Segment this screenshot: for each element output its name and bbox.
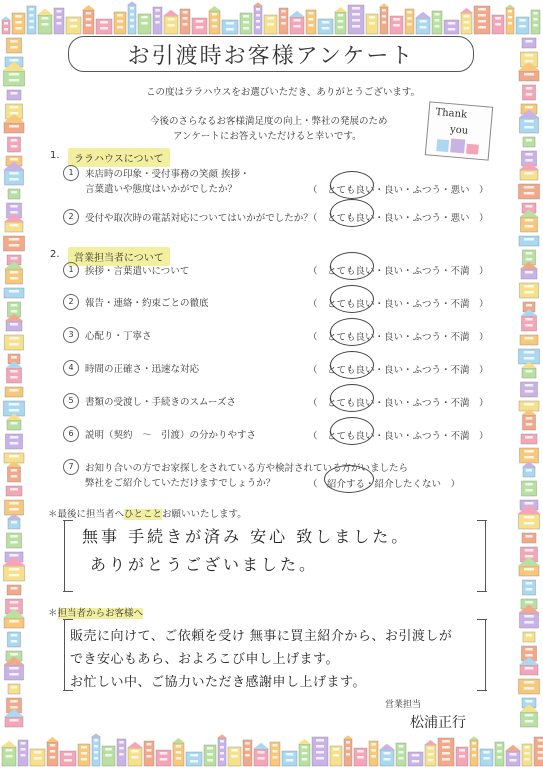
building-icon	[306, 10, 316, 34]
building-border-top	[0, 0, 543, 36]
question-number: 1	[63, 165, 79, 181]
s1-q2-options: （ とても良い・良い・ふつう・悪い ）	[308, 213, 489, 224]
building-icon	[7, 585, 21, 595]
you-text: you	[449, 124, 469, 137]
building-icon	[495, 742, 504, 766]
section-1-label: ララハウスについて	[68, 148, 170, 167]
building-icon	[390, 16, 403, 34]
question-text: 報告・連絡・約束ごとの徹底	[85, 298, 209, 309]
building-icon	[7, 90, 21, 100]
building-icon	[521, 309, 538, 331]
building-icon	[366, 14, 378, 34]
building-icon	[253, 743, 269, 766]
building-icon	[7, 533, 22, 548]
building-icon	[369, 741, 378, 766]
selected-answer-circle	[330, 318, 374, 346]
building-icon	[521, 434, 537, 444]
building-icon	[522, 462, 536, 477]
building-icon	[180, 9, 190, 34]
question-number: 7	[63, 459, 79, 475]
building-icon	[519, 236, 539, 246]
building-icon	[18, 740, 28, 766]
building-icon	[253, 2, 263, 34]
thank-you-card	[425, 101, 493, 160]
question-text: 時間の正確さ・迅速な対応	[85, 364, 200, 375]
building-icon	[531, 10, 540, 34]
question-text: 心配り・丁寧さ	[85, 331, 152, 342]
building-icon	[298, 739, 311, 766]
title-banner	[68, 36, 474, 72]
building-icon	[37, 9, 53, 34]
building-icon	[240, 13, 252, 34]
building-icon	[172, 738, 185, 766]
building-icon	[1, 16, 11, 34]
building-icon	[282, 751, 297, 766]
selected-answer-circle	[330, 351, 374, 379]
building-icon	[1, 741, 17, 766]
building-icon	[521, 382, 538, 397]
building-icon	[6, 434, 23, 449]
building-icon	[460, 8, 473, 34]
building-icon	[127, 742, 143, 766]
building-icon	[415, 12, 431, 34]
building-icon	[222, 20, 238, 34]
s2-q7-options: （ 紹介する・紹介したくない ）	[308, 479, 461, 490]
section-2-label: 営業担当者について	[68, 247, 170, 266]
question-number: 1	[63, 262, 79, 278]
building-icon	[127, 1, 137, 34]
building-icon	[436, 137, 481, 155]
building-icon	[405, 9, 414, 34]
s2-q4-options: （ とても良い・良い・ふつう・不満 ）	[308, 365, 489, 376]
header-prefix: ＊	[48, 608, 58, 619]
section-2-number: 2.	[50, 249, 60, 260]
building-icon	[30, 749, 45, 766]
header-highlight: 担当者からお客様へ	[57, 608, 144, 619]
staff-signature: 松浦正行	[410, 715, 466, 731]
building-icon	[8, 684, 20, 694]
building-icon	[243, 740, 252, 766]
building-icon	[8, 137, 21, 152]
customer-comment-line-1: 無事 手続きが済み 安心 致しました。	[82, 527, 411, 546]
building-icon	[4, 236, 25, 251]
selected-answer-circle	[330, 285, 374, 313]
building-icon	[144, 741, 154, 766]
building-icon	[334, 7, 347, 34]
building-icon	[270, 742, 280, 766]
building-icon	[522, 744, 532, 766]
intro-line-2: 今後のさらなるお客様満足度の向上・弊社の発展のため	[150, 116, 388, 127]
building-icon	[520, 283, 539, 298]
building-icon	[505, 745, 521, 766]
building-icon	[523, 580, 536, 595]
building-border-left	[0, 36, 28, 732]
building-icon	[82, 5, 95, 34]
question-text: お知り合いの方でお家探しをされている方や検討されている方がいましたら	[85, 463, 409, 474]
building-icon	[5, 500, 24, 515]
building-icon	[318, 19, 333, 34]
selected-answer-circle	[330, 252, 374, 280]
building-icon	[343, 735, 353, 766]
s2-q2-options: （ とても良い・良い・ふつう・不満 ）	[308, 299, 489, 310]
header-suffix: お願いいたします。	[162, 509, 247, 520]
staff-comment-line-3: お忙しい中、ご協力いただき感謝申し上げます。	[70, 675, 366, 690]
building-icon	[505, 4, 515, 34]
building-icon	[228, 747, 241, 766]
question-number: 3	[63, 327, 79, 343]
building-icon	[60, 751, 76, 766]
header-prefix: ＊最後に担当者へ	[48, 509, 125, 520]
building-icon	[379, 744, 395, 766]
section-1-number: 1.	[50, 150, 60, 161]
building-icon	[519, 184, 540, 199]
selected-answer-circle	[330, 199, 374, 227]
building-icon	[432, 11, 442, 34]
building-icon	[7, 461, 22, 482]
building-icon	[523, 85, 536, 100]
building-icon	[192, 18, 207, 34]
building-icon	[408, 752, 423, 766]
building-icon	[456, 747, 468, 766]
building-icon	[163, 10, 179, 34]
building-icon	[522, 38, 536, 48]
question-number: 4	[63, 360, 79, 376]
building-icon	[289, 11, 305, 34]
s1-q1-options: （ とても良い・良い・ふつう・悪い ）	[308, 185, 489, 196]
building-border-bottom	[0, 732, 543, 768]
staff-comment-line-1: 販売に向けて、ご依頼を受け 無事に買主紹介から、お引渡しが	[70, 629, 453, 644]
question-number: 2	[63, 209, 79, 225]
staff-comment-header	[48, 605, 143, 619]
building-icon	[78, 744, 90, 766]
question-text: 説明（契約 ～ 引渡）の分かりやすさ	[85, 430, 257, 441]
building-icon	[91, 733, 101, 766]
building-icon	[438, 738, 454, 766]
building-icon	[330, 746, 342, 766]
thank-text: Thank	[435, 106, 468, 121]
intro-line-1: この度はララハウスをお選びいただき、ありがとうございます。	[146, 87, 421, 98]
question-number: 6	[63, 426, 79, 442]
building-icon	[469, 736, 479, 766]
building-icon	[46, 737, 59, 766]
building-icon	[7, 514, 21, 529]
building-icon	[96, 19, 112, 34]
building-icon	[523, 137, 535, 147]
building-icon	[114, 12, 126, 34]
building-icon	[7, 38, 22, 53]
s2-q1-options: （ とても良い・良い・ふつう・不満 ）	[308, 266, 489, 277]
building-icon	[6, 361, 23, 383]
staff-signoff-label: 営業担当	[385, 700, 422, 710]
building-icon	[520, 448, 539, 463]
building-icon	[208, 6, 221, 34]
building-icon	[217, 734, 227, 766]
building-icon	[396, 743, 406, 766]
building-icon	[348, 5, 364, 34]
question-text-line-2: 弊社をご紹介していただけますでしょうか？	[85, 478, 276, 489]
building-icon	[522, 533, 536, 543]
building-icon	[534, 737, 543, 766]
question-text: 挨拶・言葉遣いについて	[85, 266, 190, 277]
intro-line-3: アンケートにお答えいただけると幸いです。	[173, 131, 362, 142]
customer-comment-header	[48, 506, 247, 520]
building-icon	[8, 189, 20, 199]
building-icon	[54, 8, 64, 34]
building-icon	[153, 7, 162, 34]
building-icon	[424, 740, 437, 766]
s2-q5-options: （ とても良い・良い・ふつう・不満 ）	[308, 398, 489, 409]
selected-answer-circle	[330, 384, 374, 412]
building-icon	[204, 745, 216, 766]
building-border-right	[515, 36, 543, 732]
building-icon	[279, 8, 288, 34]
building-icon	[186, 752, 202, 766]
building-icon	[523, 632, 535, 642]
building-icon	[4, 288, 24, 298]
question-text: 受付や取次時の電話対応についてはいかがでしたか？	[85, 213, 313, 224]
selected-answer-circle	[330, 417, 374, 445]
building-icon	[102, 746, 115, 766]
customer-comment-line-2: ありがとうございました。	[90, 555, 319, 574]
building-icon	[117, 739, 126, 766]
building-icon	[66, 17, 81, 34]
building-icon	[474, 6, 490, 34]
building-icon	[519, 679, 540, 694]
selected-answer-circle	[324, 465, 374, 493]
building-icon	[5, 387, 23, 397]
question-number: 2	[63, 294, 79, 310]
building-icon	[516, 17, 529, 34]
building-icon	[444, 20, 459, 34]
building-icon	[520, 335, 538, 345]
s2-q6-options: （ とても良い・良い・ふつう・不満 ）	[308, 431, 489, 442]
question-text-line-2: 言葉遣いや態度はいかがでしたか？	[85, 184, 238, 195]
building-icon	[8, 632, 21, 647]
building-icon	[312, 737, 328, 766]
header-highlight: ひとこと	[124, 509, 163, 520]
building-icon	[27, 6, 36, 34]
question-text: 書類の受渡し・手続きのスムーズさ	[85, 397, 237, 408]
building-icon	[264, 15, 277, 34]
building-icon	[354, 748, 367, 766]
building-icon	[138, 14, 151, 34]
page-title: お引渡時お客様アンケート	[127, 43, 415, 69]
question-text: 来店時の印象・受付事務の笑顔 挨拶・	[85, 169, 250, 180]
building-icon	[12, 13, 25, 34]
building-icon	[480, 749, 493, 766]
building-icon	[522, 481, 537, 496]
s2-q3-options: （ とても良い・良い・ふつう・不満 ）	[308, 332, 489, 343]
question-number: 5	[63, 393, 79, 409]
selected-answer-circle	[330, 171, 374, 199]
building-icon	[522, 409, 537, 430]
building-icon	[492, 15, 504, 34]
building-icon	[156, 750, 171, 766]
building-icon	[379, 3, 389, 34]
building-icon	[6, 486, 22, 496]
staff-comment-line-2: でき安心もあら、およろこび申し上げます。	[70, 652, 339, 667]
building-icon	[5, 335, 24, 350]
